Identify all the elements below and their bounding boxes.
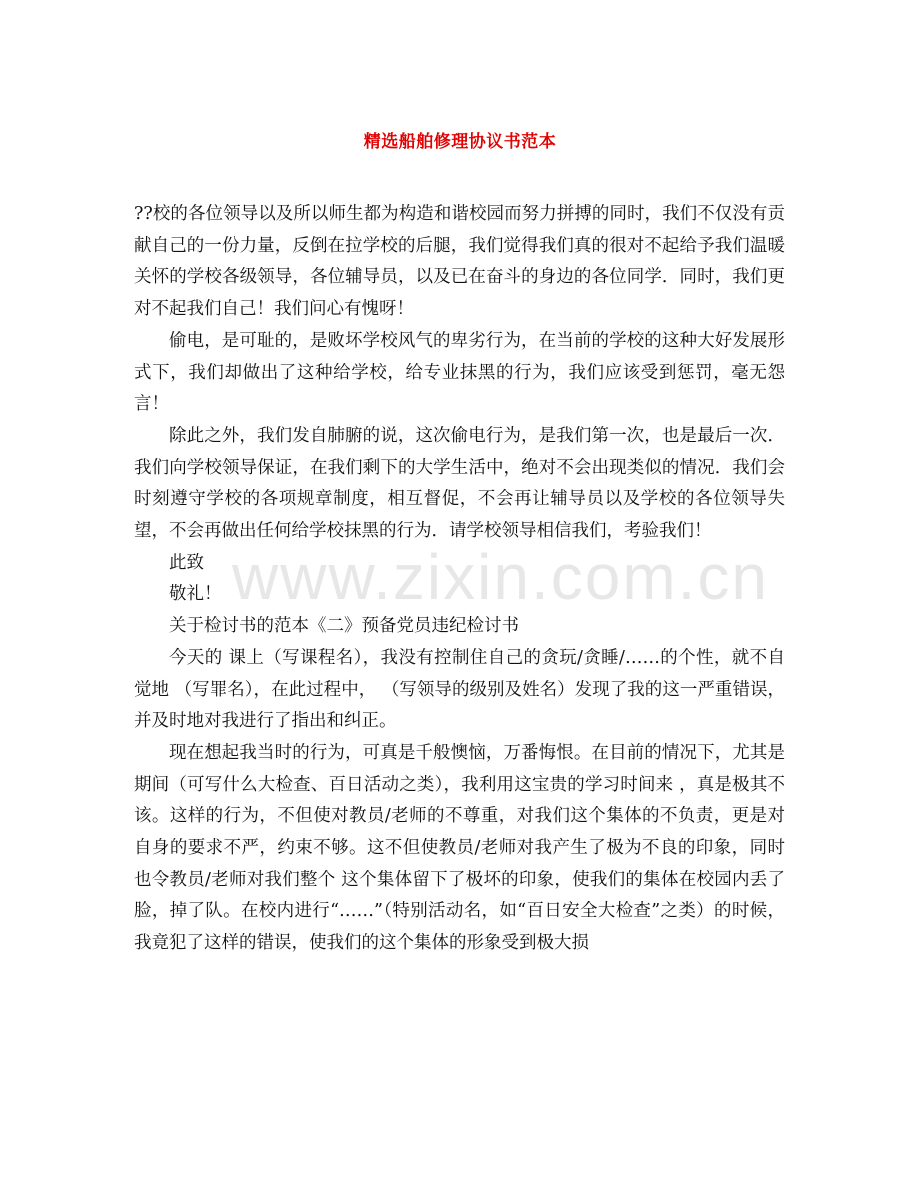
document-body (134, 199, 785, 960)
body-paragraph: 今天的 课上（写课程名），我没有控制住自己的贪玩/贪睡/……的个性，就不自觉地 （写罪名），在此过程中， （写领导的级别及姓名）发现了我的这一严重错误，并及时地对我进行了指出和纠正。 (134, 647, 785, 732)
body-paragraph: 现在想起我当时的行为，可真是千般懊恼，万番悔恨。在目前的情况下，尤其是 期间（可写什么大检查、百日活动之类），我利用这宝贵的学习时间来 ，真是极其不该。这样的行为，不但使对教员/老师的不尊重，对我们这个集体的不负责，更是对自身的要求不严，约束不够。这不但使教员/老师对我产生了极为不良的印象，同时也令教员/老师对我们整个 这个集体留下了极坏的印象，使我们的集体在校园内丢了脸，掉了队。在校内进行“……”（特别活动名，如“百日安全大检查”之类）的时候，我竟犯了这样的错误，使我们的这个集体的形象受到极大损 (134, 742, 785, 954)
body-paragraph: ??校的各位领导以及所以师生都为构造和谐校园而努力拼搏的同时，我们不仅没有贡献自己的一份力量，反倒在拉学校的后腿，我们觉得我们真的很对不起给予我们温暖关怀的学校各级领导，各位辅导员，以及已在奋斗的身边的各位同学．同时，我们更对不起我们自己！我们问心有愧呀！ (134, 204, 785, 320)
closing-salutation: 此致 (169, 552, 204, 573)
section-heading: 关于检讨书的范本《二》预备党员违纪检讨书 (169, 616, 519, 637)
document-title: 精选船舶修理协议书范本 (363, 132, 557, 152)
body-paragraph: 除此之外，我们发自肺腑的说，这次偷电行为，是我们第一次，也是最后一次．我们向学校领导保证，在我们剩下的大学生活中，绝对不会出现类似的情况．我们会时刻遵守学校的各项规章制度，相互督促，不会再让辅导员以及学校的各位领导失望，不会再做出任何给学校抹黑的行为．请学校领导相信我们，考验我们！ (134, 425, 785, 542)
body-paragraph: 偷电，是可耻的，是败坏学校风气的卑劣行为，在当前的学校的这种大好发展形式下，我们却做出了这种给学校，给专业抹黑的行为，我们应该受到惩罚，毫无怨言！ (134, 330, 785, 415)
watermark: www.zixin.com.cn (232, 541, 769, 613)
closing-regards: 敬礼！ (169, 584, 222, 605)
